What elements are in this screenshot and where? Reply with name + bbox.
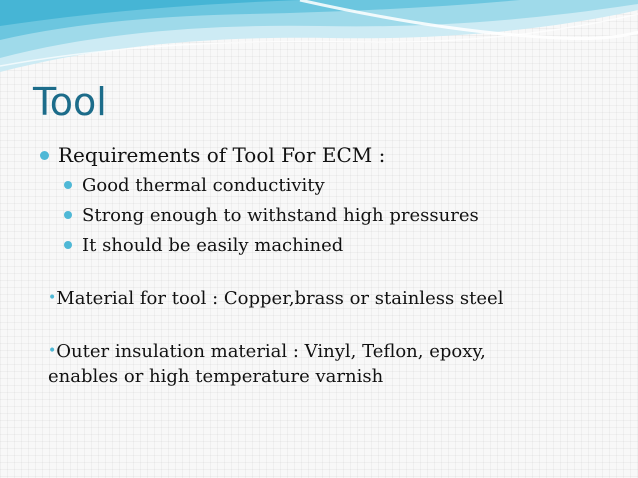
round-bullet-icon (64, 241, 72, 249)
header-wave-decoration (0, 0, 638, 80)
insulation-note-text: Outer insulation material : Vinyl, Teflon, epoxy, enables or high temperature varnish (48, 341, 486, 387)
note-marker: • (48, 290, 57, 306)
main-bullet (40, 141, 385, 169)
sub-bullet-text: Strong enough to withstand high pressures (82, 204, 479, 226)
round-bullet-icon (64, 211, 72, 219)
main-bullet-text: Requirements of Tool For ECM : (58, 143, 386, 167)
slide-title: Tool (33, 80, 107, 124)
material-note-text: Material for tool : Copper,brass or stainless steel (56, 288, 504, 309)
round-bullet-icon (40, 151, 49, 160)
round-bullet-icon (64, 181, 72, 189)
sub-bullet (64, 202, 479, 228)
sub-bullet (64, 232, 343, 258)
material-note (48, 286, 518, 311)
insulation-note (48, 339, 518, 389)
sub-bullet-text: Good thermal conductivity (82, 174, 325, 196)
note-marker: • (48, 343, 57, 359)
sub-bullet-text: It should be easily machined (82, 234, 344, 256)
sub-bullet (64, 172, 325, 198)
